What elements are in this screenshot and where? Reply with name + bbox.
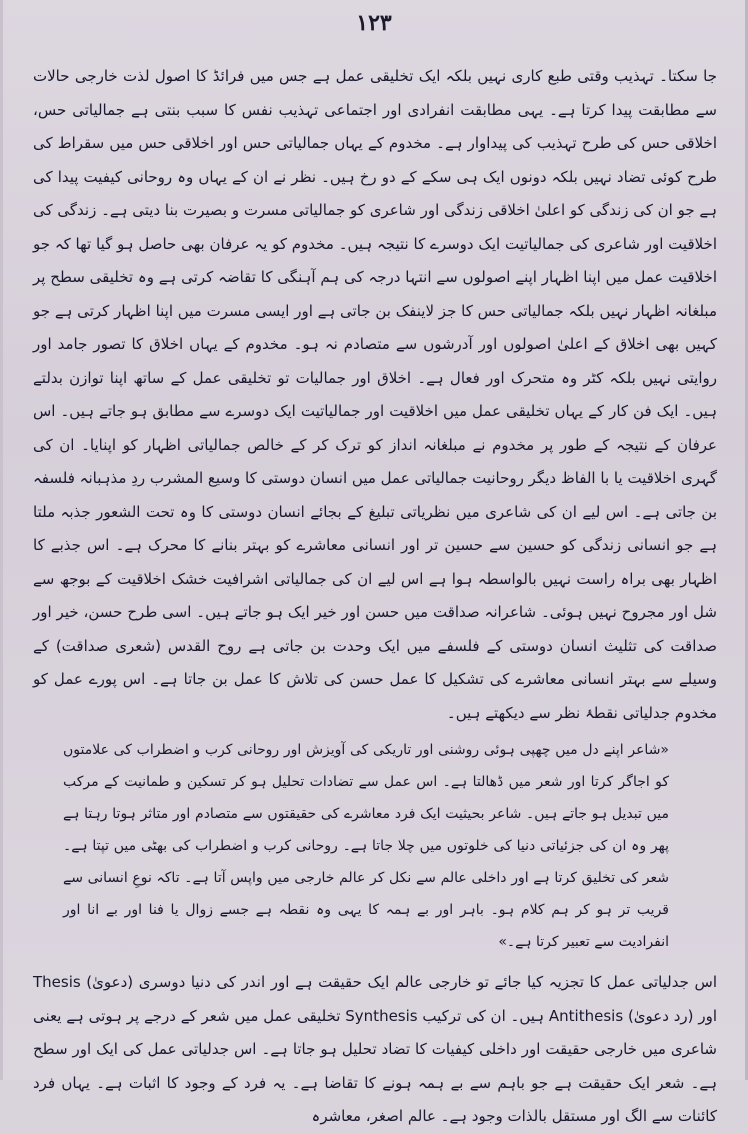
body-paragraph-2: اس جدلیاتی عمل کا تجزیہ کیا جائے تو خارجی عالم ایک حقیقت ہے اور اندر کی دنیا دوسری (دعویٰ) Thesis اور (رد دعویٰ) Antithesis ہیں۔ ان کی ترکیب Synthesis تخلیقی عمل میں شعر کے درجے پر ہوتی ہے یعنی شاعری میں خارجی حقیقت اور داخلی کیفیات کا تضاد تحلیل ہو جاتا ہے۔ اس جدلیاتی عمل کی ایک اور سطح ہے۔ شعر ایک حقیقت ہے جو باہم سے بے ہمہ ہونے کا تقاضا ہے۔ یہ فرد کے وجود کا اثبات ہے۔ یہاں فرد کائنات سے الگ اور مستقل بالذات وجود ہے۔ عالم اصغر، معاشرہ (33, 973, 717, 1125)
page-number: ۱۲۳ (356, 10, 392, 36)
body-paragraph-1: جا سکتا۔ تہذیب وقتی طبع کاری نہیں بلکہ ایک تخلیقی عمل ہے جس میں فرائڈ کا اصول لذت خارجی حالات سے مطابقت پیدا کرتا ہے۔ یہی مطابقت انفرادی اور اجتماعی تہذیب نفس کا سبب بنتی ہے جمالیاتی حس، اخلاقی حس کی طرح تہذیب کی پیداوار ہے۔ مخدوم کے یہاں جمالیاتی حس اور اخلاقی حس میں سقراط کی طرح کوئی تضاد نہیں بلکہ دونوں ایک ہی سکے کے دو رخ ہیں۔ نظر نے ان کے یہاں وہ روحانی کیفیت پیدا کی ہے جو ان کی زندگی کو اعلیٰ اخلاقی زندگی اور شاعری کو جمالیاتی مسرت و بصیرت بنا دیتی ہے۔ زندگی کی اخلاقیت اور شاعری کی جمالیاتیت ایک دوسرے کا نتیجہ ہیں۔ مخدوم کو یہ عرفان بھی حاصل ہو گیا تھا کہ جو اخلاقیت عمل میں اپنا اظہار اپنے اصولوں سے انتہا درجہ کی ہم آہنگی کا تقاضہ کرتی ہے وہ تخلیقی سطح پر مبلغانہ اظہار نہیں بلکہ جمالیاتی حس کا جز لاینفک بن جاتی ہے اور ایسی مسرت میں اپنا اظہار کرتی ہے جو کہیں بھی اخلاق کے اعلیٰ اصولوں اور آدرشوں سے متصادم نہ ہو۔ مخدوم کے یہاں اخلاق کا تصور جامد اور روایتی نہیں بلکہ کٹر وہ متحرک اور فعال ہے۔ اخلاق اور جمالیات تو تخلیقی عمل کے ساتھ اپنا توازن بدلتے ہیں۔ ایک فن کار کے یہاں تخلیقی عمل میں اخلاقیت اور جمالیاتیت ایک دوسرے سے مطابق ہو جاتے ہیں۔ اس عرفان کے نتیجہ کے طور پر مخدوم نے مبلغانہ انداز کو ترک کر کے خالص جمالیاتی اظہار کو اپنایا۔ ان کی گہری اخلاقیت یا با الفاظ دیگر روحانیت جمالیاتی عمل میں انسان دوستی کا وسیع المشرب ردِ مذہبانہ فلسفہ بن جاتی ہے۔ اس لیے ان کی شاعری میں نظریاتی تبلیغ کے بجائے انسان دوستی کا وہ تحت الشعور جذبہ ملتا ہے جو انسانی زندگی کو حسین سے حسین تر اور انسانی معاشرے کو بہتر بنانے کا محرک ہے۔ اس جذبے کا اظہار بھی براہ راست نہیں بالواسطہ ہوا ہے اس لیے ان کی جمالیاتی اشرافیت خشک اخلاقیت کے بوجھ سے شل اور مجروح نہیں ہوئی۔ شاعرانہ صداقت میں حسن اور خیر ایک ہو جاتے ہیں۔ اسی طرح حسن، خیر اور صداقت کی تثلیث انسان دوستی کے فلسفے میں ایک وحدت بن جاتی ہے روح القدس (شعری صداقت) کے وسیلے سے بہتر انسانی معاشرے کی تشکیل کا عمل حسن کی تلاش کا عمل بن جاتا ہے۔ اس پورے عمل کو مخدوم جدلیاتی نقطۂ نظر سے دیکھتے ہیں۔ (33, 67, 717, 722)
page-body (33, 60, 717, 1134)
block-quote: «شاعر اپنے دل میں چھپی ہوئی روشنی اور تاریکی کی آویزش اور روحانی کرب و اضطراب کی علامتوں کو اجاگر کرتا اور شعر میں ڈھالتا ہے۔ اس عمل سے تضادات تحلیل ہو کر تسکین و طمانیت کے مرکب میں تبدیل ہو جاتے ہیں۔ شاعر بحیثیت ایک فرد معاشرے کی حقیقتوں سے متصادم اور متاثر ہوتا رہتا ہے پھر وہ ان کی جزئیاتی دنیا کی خلوتوں میں چلا جاتا ہے۔ روحانی کرب و اضطراب کی بھٹی میں تپتا ہے۔ شعر کی تخلیق کرتا ہے اور داخلی عالم سے نکل کر عالم خارجی میں واپس آتا ہے۔ تاکہ نوعِ انسانی سے قریب تر ہو کر ہم کلام ہو۔ باہر اور بے ہمہ کا یہی وہ نقطہ ہے جسے زوال یا فنا اور بے انا اور انفرادیت سے تعبیر کرتا ہے۔» (63, 742, 669, 950)
